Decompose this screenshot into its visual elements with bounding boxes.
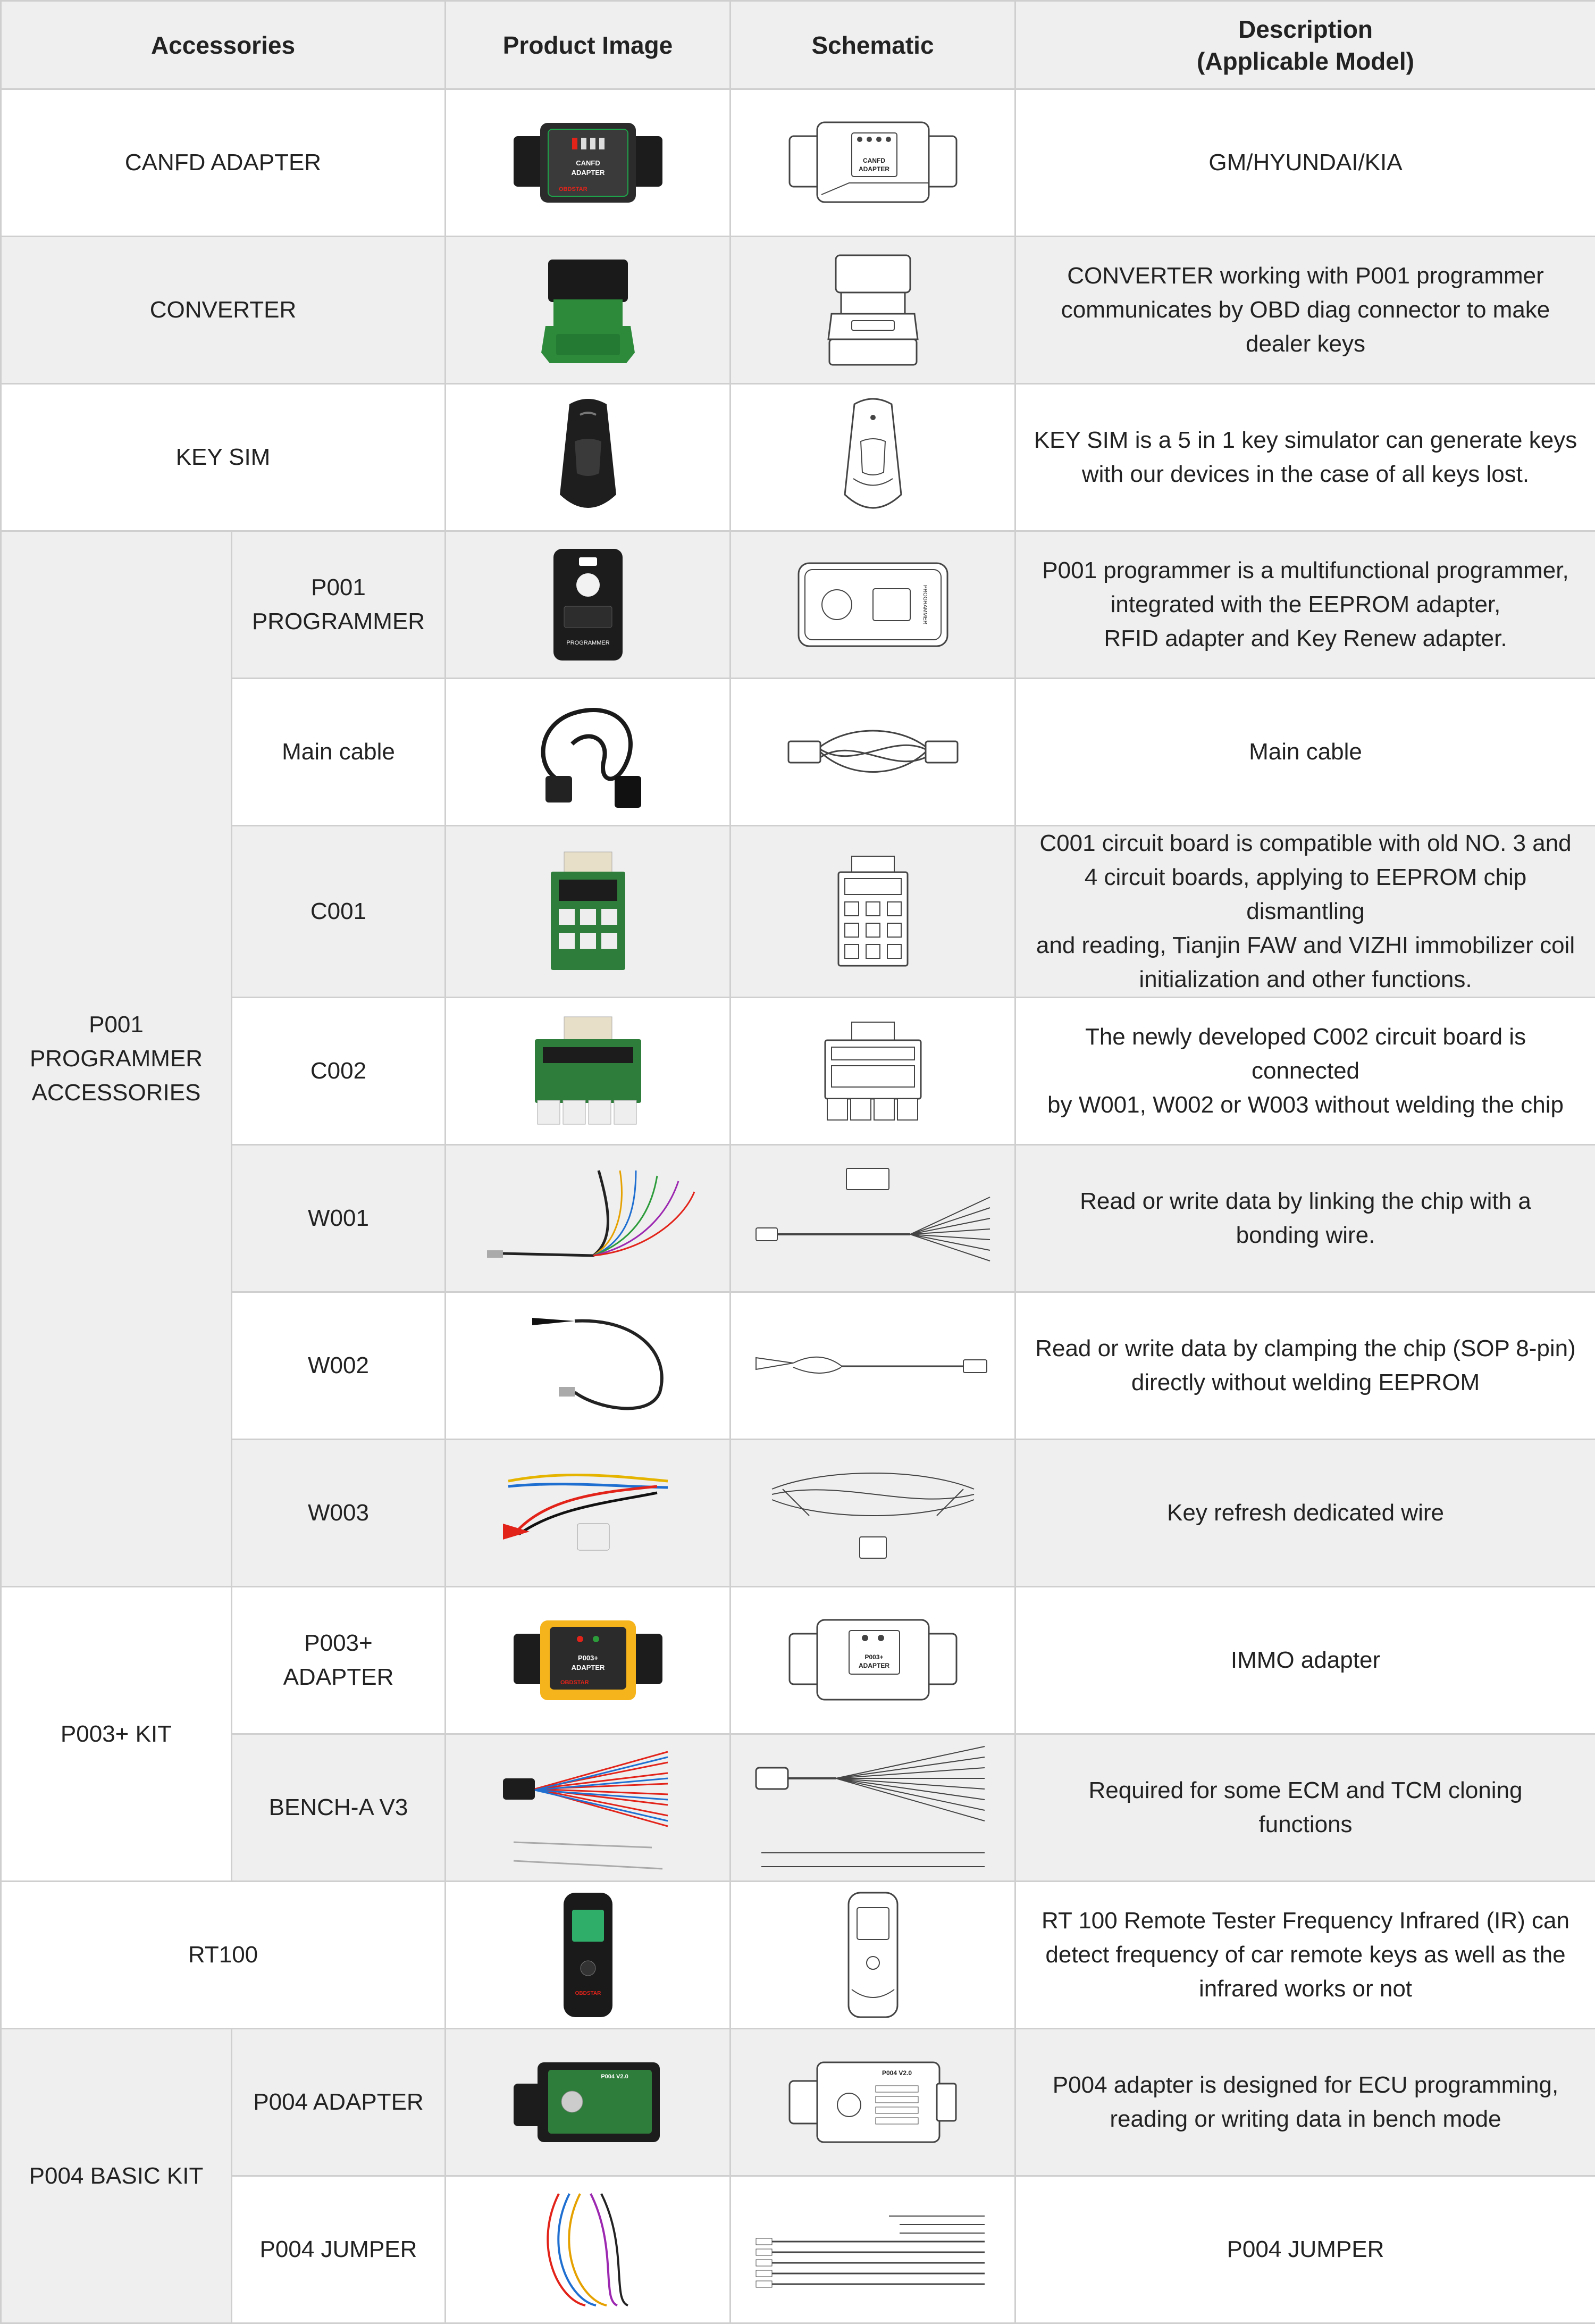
table-row xyxy=(1,384,1595,531)
schematic-cell xyxy=(731,998,1015,1145)
description-cell: Main cable xyxy=(1015,679,1595,826)
svg-text:P004 V2.0: P004 V2.0 xyxy=(882,2069,911,2077)
description-cell: GM/HYUNDAI/KIA xyxy=(1015,89,1595,237)
description-cell: C001 circuit board is compatible with old NO. 3 and 4 circuit boards, applying to EEPROM chip dismantling and reading, Tianjin FAW and VIZHI immobilizer coil initialization and other functions. xyxy=(1015,826,1595,998)
accessory-name: CANFD ADAPTER xyxy=(1,89,446,237)
bench-a-v3-photo-icon xyxy=(492,1741,684,1874)
canfd-adapter-schematic-icon xyxy=(785,115,961,211)
product-image-cell xyxy=(446,2029,731,2176)
table-row xyxy=(1,1734,1595,1882)
c001-board-schematic-icon xyxy=(833,853,913,970)
svg-text:CANFD: CANFD xyxy=(576,159,600,167)
description-cell: P004 JUMPER xyxy=(1015,2176,1595,2323)
p003-adapter-schematic-icon xyxy=(785,1612,961,1708)
product-image-cell xyxy=(446,89,731,237)
accessory-name: KEY SIM xyxy=(1,384,446,531)
header-accessories: Accessories xyxy=(1,1,446,89)
bench-a-v3-schematic-icon xyxy=(751,1741,995,1874)
accessory-name: P003+ ADAPTER xyxy=(232,1587,446,1734)
product-image-cell xyxy=(446,237,731,384)
schematic-cell xyxy=(731,2176,1015,2323)
description-cell: Required for some ECM and TCM cloning functions xyxy=(1015,1734,1595,1882)
accessory-name: P004 ADAPTER xyxy=(232,2029,446,2176)
header-schematic: Schematic xyxy=(731,1,1015,89)
table-row xyxy=(1,89,1595,237)
svg-text:ADAPTER: ADAPTER xyxy=(858,1662,889,1669)
accessory-name: Main cable xyxy=(232,679,446,826)
description-cell: CONVERTER working with P001 programmer communicates by OBD diag connector to make dealer keys xyxy=(1015,237,1595,384)
svg-text:ADAPTER: ADAPTER xyxy=(571,169,605,177)
table-row xyxy=(1,2176,1595,2323)
key-sim-schematic-icon xyxy=(833,394,913,521)
description-cell: Key refresh dedicated wire xyxy=(1015,1440,1595,1587)
schematic-cell xyxy=(731,1292,1015,1440)
rt100-schematic-icon xyxy=(841,1888,905,2021)
p004-adapter-schematic-icon xyxy=(785,2057,961,2147)
table-row xyxy=(1,1292,1595,1440)
accessory-name: C002 xyxy=(232,998,446,1145)
product-image-cell xyxy=(446,1292,731,1440)
product-image-cell xyxy=(446,384,731,531)
product-image-cell xyxy=(446,531,731,679)
header-product-image: Product Image xyxy=(446,1,731,89)
schematic-cell xyxy=(731,1734,1015,1882)
table-row xyxy=(1,531,1595,679)
c001-board-photo-icon xyxy=(543,848,633,975)
svg-text:OBDSTAR: OBDSTAR xyxy=(559,186,587,193)
c002-board-photo-icon xyxy=(527,1013,649,1130)
converter-photo-icon xyxy=(535,249,641,371)
product-image-cell xyxy=(446,1734,731,1882)
product-image-cell xyxy=(446,1882,731,2029)
schematic-cell xyxy=(731,1440,1015,1587)
schematic-cell xyxy=(731,679,1015,826)
svg-text:ADAPTER: ADAPTER xyxy=(571,1663,605,1671)
schematic-cell xyxy=(731,237,1015,384)
group-label-p004: P004 BASIC KIT xyxy=(1,2029,232,2323)
svg-text:CANFD: CANFD xyxy=(863,157,885,164)
table-row xyxy=(1,679,1595,826)
svg-text:ADAPTER: ADAPTER xyxy=(858,165,889,173)
schematic-cell xyxy=(731,1587,1015,1734)
table-row xyxy=(1,1440,1595,1587)
table-row xyxy=(1,1882,1595,2029)
accessory-name: W003 xyxy=(232,1440,446,1587)
header-row xyxy=(1,1,1595,89)
product-image-cell xyxy=(446,998,731,1145)
main-cable-photo-icon xyxy=(524,691,652,813)
description-cell: KEY SIM is a 5 in 1 key simulator can generate keys with our devices in the case of all keys lost. xyxy=(1015,384,1595,531)
w002-clip-schematic-icon xyxy=(751,1342,995,1390)
accessory-name: C001 xyxy=(232,826,446,998)
description-cell: P004 adapter is designed for ECU programming, reading or writing data in bench mode xyxy=(1015,2029,1595,2176)
description-cell: Read or write data by linking the chip with a bonding wire. xyxy=(1015,1145,1595,1292)
svg-text:PROGRAMMER: PROGRAMMER xyxy=(922,585,928,624)
product-image-cell xyxy=(446,1440,731,1587)
accessory-name: BENCH-A V3 xyxy=(232,1734,446,1882)
description-cell: RT 100 Remote Tester Frequency Infrared (IR) can detect frequency of car remote keys as well as the infrared works or not xyxy=(1015,1882,1595,2029)
svg-text:P004 V2.0: P004 V2.0 xyxy=(601,2074,628,2080)
p003-adapter-photo-icon xyxy=(508,1610,668,1711)
table-row xyxy=(1,237,1595,384)
description-cell: The newly developed C002 circuit board is connected by W001, W002 or W003 without welding the chip xyxy=(1015,998,1595,1145)
accessory-name: P004 JUMPER xyxy=(232,2176,446,2323)
schematic-cell xyxy=(731,1145,1015,1292)
svg-text:OBDSTAR: OBDSTAR xyxy=(575,1991,601,1996)
product-image-cell xyxy=(446,1587,731,1734)
w003-wire-schematic-icon xyxy=(761,1457,985,1569)
key-sim-photo-icon xyxy=(548,394,628,521)
accessory-name: W001 xyxy=(232,1145,446,1292)
schematic-cell xyxy=(731,531,1015,679)
product-image-cell xyxy=(446,1145,731,1292)
table-row xyxy=(1,2029,1595,2176)
canfd-adapter-photo-icon xyxy=(508,112,668,213)
p004-adapter-photo-icon xyxy=(508,2057,668,2147)
p001-programmer-photo-icon xyxy=(548,544,628,666)
schematic-cell xyxy=(731,384,1015,531)
description-cell: IMMO adapter xyxy=(1015,1587,1595,1734)
group-label-p003: P003+ KIT xyxy=(1,1587,232,1882)
schematic-cell xyxy=(731,1882,1015,2029)
table-row xyxy=(1,1145,1595,1292)
converter-schematic-icon xyxy=(820,249,926,371)
accessory-name: RT100 xyxy=(1,1882,446,2029)
header-description: Description (Applicable Model) xyxy=(1015,1,1595,89)
accessory-name: P001 PROGRAMMER xyxy=(232,531,446,679)
main-cable-schematic-icon xyxy=(785,720,961,784)
product-image-cell xyxy=(446,826,731,998)
w002-clip-photo-icon xyxy=(500,1302,676,1429)
schematic-cell xyxy=(731,826,1015,998)
c002-board-schematic-icon xyxy=(820,1018,926,1124)
schematic-cell xyxy=(731,89,1015,237)
description-cell: P001 programmer is a multifunctional programmer, integrated with the EEPROM adapter, RFID adapter and Key Renew adapter. xyxy=(1015,531,1595,679)
p004-jumper-schematic-icon xyxy=(751,2210,995,2289)
svg-text:OBDSTAR: OBDSTAR xyxy=(560,1679,589,1686)
rt100-photo-icon xyxy=(556,1888,620,2021)
w001-wire-schematic-icon xyxy=(751,1165,995,1272)
svg-text:P003+: P003+ xyxy=(864,1653,883,1661)
table-row xyxy=(1,826,1595,998)
schematic-cell xyxy=(731,2029,1015,2176)
table-row xyxy=(1,998,1595,1145)
w001-wire-photo-icon xyxy=(476,1160,700,1277)
product-image-cell xyxy=(446,679,731,826)
svg-text:P003+: P003+ xyxy=(578,1654,598,1662)
group-label-p001: P001 PROGRAMMER ACCESSORIES xyxy=(1,531,232,1587)
product-image-cell xyxy=(446,2176,731,2323)
svg-text:PROGRAMMER: PROGRAMMER xyxy=(566,640,609,646)
w003-wire-photo-icon xyxy=(498,1465,678,1561)
accessory-name: W002 xyxy=(232,1292,446,1440)
description-cell: Read or write data by clamping the chip (SOP 8-pin) directly without welding EEPROM xyxy=(1015,1292,1595,1440)
table-row xyxy=(1,1587,1595,1734)
p001-programmer-schematic-icon xyxy=(793,557,953,653)
accessory-name: CONVERTER xyxy=(1,237,446,384)
